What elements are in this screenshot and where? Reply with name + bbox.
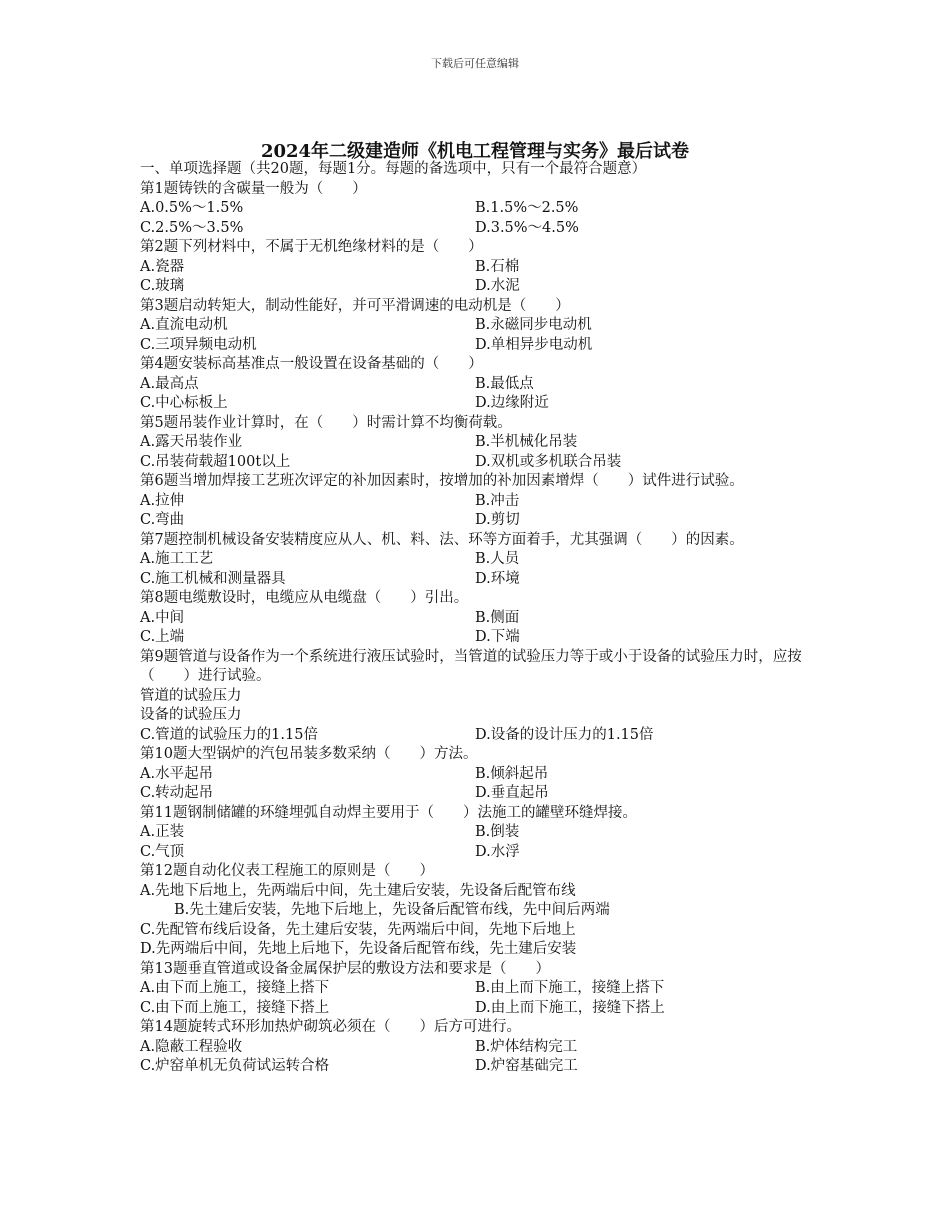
options-row xyxy=(140,1038,820,1058)
option-a: A.先地下后地上，先两端后中间，先土建后安装，先设备后配管布线 xyxy=(140,882,576,899)
option-d: D.3.5%～4.5% xyxy=(475,219,579,236)
page-title: 2024年二级建造师《机电工程管理与实务》最后试卷 xyxy=(260,141,690,162)
options-row xyxy=(140,570,820,590)
option-b: B.倾斜起吊 xyxy=(475,765,549,782)
options-row xyxy=(140,609,820,629)
option-d: D.双机或多机联合吊装 xyxy=(475,453,622,470)
option-b: B.人员 xyxy=(475,551,520,567)
options-row xyxy=(140,375,820,395)
question-9: 第9题管道与设备作为一个系统进行液压试验时，当管道的试验压力等于或小于设备的试验压力时，应按（ ）进行试验。 xyxy=(140,648,802,684)
option-b: B.半机械化吊装 xyxy=(475,434,578,450)
option-d: D.炉窑基础完工 xyxy=(475,1058,578,1074)
question-2: 第2题下列材料中，不属于无机绝缘材料的是（ ） xyxy=(140,239,483,255)
header-note: 下载后可任意编辑 xyxy=(431,57,519,70)
option-c: C.气顶 xyxy=(140,843,185,860)
options-row xyxy=(140,453,820,473)
options-row xyxy=(140,1057,820,1077)
options-row xyxy=(140,277,820,297)
option-b: B.倒装 xyxy=(475,824,520,840)
options-row xyxy=(140,823,820,843)
options-row xyxy=(140,550,820,570)
option-c: C.吊装荷载超100t以上 xyxy=(140,453,291,470)
options-row xyxy=(140,258,820,278)
question-6: 第6题当增加焊接工艺班次评定的补加因素时，按增加的补加因素增焊（ ）试件进行试验。 xyxy=(140,473,744,489)
option-c: C.炉窑单机无负荷试运转合格 xyxy=(140,1058,330,1074)
question-3: 第3题启动转矩大，制动性能好，并可平滑调速的电动机是（ ） xyxy=(140,297,570,314)
option-c: C.玻璃 xyxy=(140,278,185,294)
option-a: A.水平起吊 xyxy=(140,765,214,782)
option-d: D.由上而下施工，接缝下搭上 xyxy=(475,999,665,1016)
question-8: 第8题电缆敷设时，电缆应从电缆盘（ ）引出。 xyxy=(140,590,469,606)
options-row xyxy=(140,765,820,785)
option-b: B.1.5%～2.5% xyxy=(475,200,579,216)
question-14: 第14题旋转式环形加热炉砌筑必须在（ ）后方可进行。 xyxy=(140,1019,521,1035)
option-d: D.水泥 xyxy=(475,278,520,294)
option-a: A.拉伸 xyxy=(140,492,185,509)
section-intro: 一、单项选择题（共20题，每题1分。每题的备选项中，只有一个最符合题意） xyxy=(140,161,647,177)
option-a: A.正装 xyxy=(140,824,185,840)
option-a: A.0.5%～1.5% xyxy=(140,200,244,216)
option-a: A.由下而上施工，接缝上搭下 xyxy=(140,980,330,996)
option-a: A.施工工艺 xyxy=(140,551,214,567)
question-7: 第7题控制机械设备安装精度应从人、机、料、法、环等方面着手，尤其强调（ ）的因素。 xyxy=(140,531,744,548)
question-11: 第11题钢制储罐的环缝埋弧自动焊主要用于（ ）法施工的罐壁环缝焊接。 xyxy=(140,804,637,821)
options-row xyxy=(140,511,820,531)
option-d: D.垂直起吊 xyxy=(475,785,549,801)
option-a: A.隐蔽工程验收 xyxy=(140,1038,243,1055)
question-10: 第10题大型锅炉的汽包吊装多数采纳（ ）方法。 xyxy=(140,746,478,762)
question-1: 第1题铸铁的含碳量一般为（ ） xyxy=(140,180,367,197)
option-b: B.炉体结构完工 xyxy=(475,1038,578,1055)
option-c: C.三项异频电动机 xyxy=(140,336,257,353)
option-d: D.单相异步电动机 xyxy=(475,336,593,353)
option-a: A.中间 xyxy=(140,609,185,626)
option-b: B.由上而下施工，接缝上搭下 xyxy=(475,980,665,996)
question-4: 第4题安装标高基准点一般设置在设备基础的（ ） xyxy=(140,356,483,372)
options-row xyxy=(140,199,820,219)
option-c: C.弯曲 xyxy=(140,512,185,528)
option-b: B.永磁同步电动机 xyxy=(475,317,592,333)
option-b: B.冲击 xyxy=(475,492,520,509)
option-d: D.先两端后中间，先地上后地下，先设备后配管布线，先土建后安装 xyxy=(140,941,577,957)
options-row xyxy=(140,433,820,453)
option-a: A.瓷器 xyxy=(140,258,185,275)
options-row xyxy=(140,979,820,999)
question-13: 第13题垂直管道或设备金属保护层的敷设方法和要求是（ ） xyxy=(140,960,550,977)
option-d: D.下端 xyxy=(475,629,520,645)
option-d: D.环境 xyxy=(475,570,520,587)
option-c: C.中心标板上 xyxy=(140,395,228,411)
option-b: B.最低点 xyxy=(475,375,534,392)
options-row xyxy=(140,394,820,414)
options-row xyxy=(140,726,820,746)
option-d: D.设备的设计压力的1.15倍 xyxy=(475,726,654,743)
option-a: A.直流电动机 xyxy=(140,317,228,333)
options-row xyxy=(140,628,820,648)
option-a: 管道的试验压力 xyxy=(140,687,242,704)
option-a: A.最高点 xyxy=(140,375,199,392)
options-row xyxy=(140,336,820,356)
question-5: 第5题吊装作业计算时，在（ ）时需计算不均衡荷载。 xyxy=(140,414,512,431)
option-d: D.边缘附近 xyxy=(475,395,549,411)
option-d: D.剪切 xyxy=(475,512,520,528)
exam-content xyxy=(140,160,820,1077)
option-b: B.石棉 xyxy=(475,258,520,275)
option-b: B.侧面 xyxy=(475,609,520,626)
options-row xyxy=(140,219,820,239)
option-b: B.先土建后安装，先地下后地上，先设备后配管布线，先中间后两端 xyxy=(174,902,610,918)
options-row xyxy=(140,843,820,863)
option-d: D.水浮 xyxy=(475,843,520,860)
options-row xyxy=(140,316,820,336)
option-c: C.转动起吊 xyxy=(140,785,214,801)
question-12: 第12题自动化仪表工程施工的原则是（ ） xyxy=(140,863,434,879)
option-c: C.由下而上施工，接缝下搭上 xyxy=(140,999,330,1016)
option-b: 设备的试验压力 xyxy=(140,707,242,723)
option-c: C.施工机械和测量器具 xyxy=(140,570,286,587)
option-c: C.上端 xyxy=(140,629,185,645)
option-c: C.先配管布线后设备，先土建后安装，先两端后中间，先地下后地上 xyxy=(140,921,576,938)
option-c: C.管道的试验压力的1.15倍 xyxy=(140,726,318,743)
options-row xyxy=(140,492,820,512)
option-a: A.露天吊装作业 xyxy=(140,434,243,450)
options-row xyxy=(140,784,820,804)
option-c: C.2.5%～3.5% xyxy=(140,219,244,236)
options-row xyxy=(140,999,820,1019)
